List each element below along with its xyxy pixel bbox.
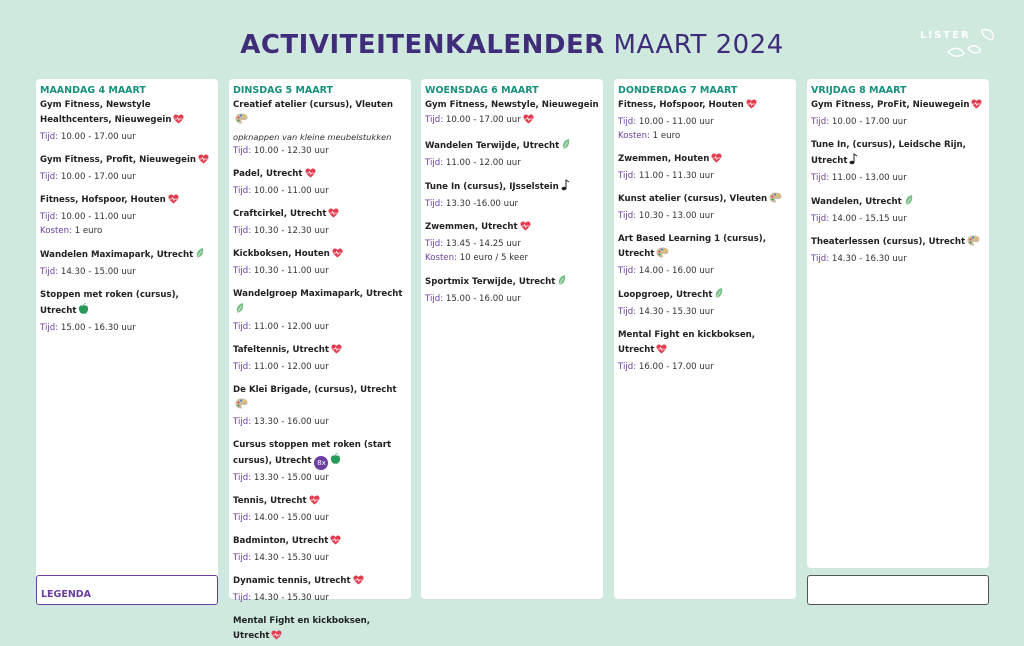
palette-icon bbox=[656, 247, 669, 264]
activity-name: Gym Fitness, ProFit, Nieuwegein bbox=[811, 100, 970, 110]
activity-item bbox=[40, 247, 214, 279]
activity-item bbox=[425, 98, 599, 129]
time-value: 10.00 - 11.00 uur bbox=[60, 212, 136, 222]
activity-name: Wandelen Terwijde, Utrecht bbox=[425, 141, 560, 151]
day-column-monday bbox=[36, 79, 218, 599]
activity-name: Tennis, Utrecht bbox=[233, 496, 307, 506]
time-value: 14.00 - 15.15 uur bbox=[831, 214, 907, 224]
time-value: 10.00 - 11.00 uur bbox=[638, 117, 714, 127]
activity-item bbox=[233, 614, 407, 646]
day-heading: DINSDAG 5 MAART bbox=[233, 85, 334, 96]
day-column-thursday bbox=[614, 79, 796, 599]
cost-value: 1 euro bbox=[74, 226, 103, 236]
time-label: Tijd: bbox=[425, 158, 444, 168]
activity-title bbox=[811, 235, 985, 252]
legend-box bbox=[36, 575, 218, 605]
activity-time bbox=[40, 130, 214, 144]
activity-item bbox=[618, 328, 792, 374]
activity-name: Cursus stoppen met roken (start cursus), Utrecht bbox=[233, 440, 392, 466]
activity-time bbox=[40, 321, 214, 335]
sessions-badge: 8x bbox=[314, 456, 328, 470]
activity-title bbox=[233, 287, 407, 320]
activity-name: Craftcirkel, Utrecht bbox=[233, 209, 327, 219]
time-value: 14.30 - 15.30 uur bbox=[638, 307, 714, 317]
heart-icon bbox=[332, 248, 343, 264]
activity-cost bbox=[40, 224, 214, 238]
activity-item bbox=[233, 534, 407, 565]
activity-item bbox=[425, 138, 599, 170]
title-light: MAART 2024 bbox=[613, 30, 784, 60]
time-label: Tijd: bbox=[425, 239, 444, 249]
time-label: Tijd: bbox=[233, 266, 252, 276]
activity-item bbox=[811, 194, 985, 226]
activity-title bbox=[233, 614, 407, 646]
time-label: Tijd: bbox=[40, 172, 59, 182]
apple-icon bbox=[330, 453, 341, 471]
activity-title bbox=[618, 98, 792, 115]
day-heading: WOENSDAG 6 MAART bbox=[425, 85, 539, 96]
time-label: Tijd: bbox=[40, 323, 59, 333]
activity-item bbox=[233, 574, 407, 605]
activity-time bbox=[233, 184, 407, 198]
day-heading: VRIJDAG 8 MAART bbox=[811, 85, 907, 96]
activity-name: Zwemmen, Houten bbox=[618, 154, 710, 164]
palette-icon bbox=[769, 192, 782, 209]
time-label: Tijd: bbox=[233, 473, 252, 483]
activity-time bbox=[233, 224, 407, 238]
heart-icon bbox=[328, 208, 339, 224]
activity-name: Loopgroep, Utrecht bbox=[618, 290, 713, 300]
activity-time bbox=[425, 292, 599, 306]
activity-title bbox=[40, 247, 214, 265]
lister-logo: LISTER bbox=[920, 30, 971, 41]
activity-name: Kunst atelier (cursus), Vleuten bbox=[618, 194, 768, 204]
activity-title bbox=[233, 534, 407, 551]
time-value: 16.00 - 17.00 uur bbox=[638, 362, 714, 372]
activity-name: Kickboksen, Houten bbox=[233, 249, 330, 259]
logo-leaves-icon bbox=[938, 26, 998, 62]
time-label: Tijd: bbox=[233, 186, 252, 196]
activity-item bbox=[618, 192, 792, 223]
heart-icon bbox=[305, 168, 316, 184]
activity-time bbox=[811, 252, 985, 266]
activity-title bbox=[233, 438, 407, 471]
time-value: 14.30 - 16.30 uur bbox=[831, 254, 907, 264]
time-value: 10.00 - 12.30 uur bbox=[253, 146, 329, 156]
leaf-icon bbox=[561, 138, 571, 156]
activity-item bbox=[40, 288, 214, 335]
activity-item bbox=[233, 343, 407, 374]
leaf-icon bbox=[904, 194, 914, 212]
activity-title bbox=[425, 220, 599, 237]
cost-value: 10 euro / 5 keer bbox=[459, 253, 529, 263]
time-label: Tijd: bbox=[233, 226, 252, 236]
time-value: 15.00 - 16.00 uur bbox=[445, 294, 521, 304]
activity-time bbox=[40, 265, 214, 279]
activity-name: Mental Fight en kickboksen, Utrecht bbox=[618, 330, 756, 355]
time-value: 14.30 - 15.00 uur bbox=[60, 267, 136, 277]
activity-title bbox=[233, 574, 407, 591]
palette-icon bbox=[235, 113, 248, 130]
activity-title bbox=[618, 152, 792, 169]
activity-name: De Klei Brigade, (cursus), Utrecht bbox=[233, 385, 397, 395]
activity-name: Stoppen met roken (cursus), Utrecht bbox=[40, 290, 179, 316]
time-value: 10.00 - 17.00 uur bbox=[445, 115, 521, 125]
activity-time bbox=[40, 170, 214, 184]
activity-name: Sportmix Terwijde, Utrecht bbox=[425, 277, 556, 287]
activity-name: Tune In (cursus), IJsselstein bbox=[425, 182, 559, 192]
time-value: 14.00 - 16.00 uur bbox=[638, 266, 714, 276]
heart-icon bbox=[711, 153, 722, 169]
title-bold: ACTIVITEITENKALENDER bbox=[240, 30, 605, 60]
activity-title bbox=[233, 383, 407, 415]
activity-item bbox=[425, 274, 599, 306]
activity-title bbox=[233, 494, 407, 511]
time-label: Tijd: bbox=[425, 115, 444, 125]
activity-title bbox=[233, 167, 407, 184]
activity-time bbox=[425, 156, 599, 170]
time-label: Tijd: bbox=[618, 266, 637, 276]
activity-time bbox=[618, 209, 792, 223]
heart-icon bbox=[523, 114, 534, 129]
time-label: Tijd: bbox=[233, 146, 252, 156]
activity-title bbox=[618, 328, 792, 360]
activity-name: Tune In, (cursus), Leidsche Rijn, Utrecht bbox=[811, 140, 966, 166]
time-label: Tijd: bbox=[40, 267, 59, 277]
time-value: 14.30 - 15.30 uur bbox=[253, 553, 329, 563]
activity-time bbox=[233, 144, 407, 158]
activity-name: Fitness, Hofspoor, Houten bbox=[618, 100, 744, 110]
activity-item bbox=[233, 287, 407, 334]
activity-cost bbox=[618, 129, 792, 143]
activity-title bbox=[425, 98, 599, 113]
activity-item bbox=[811, 98, 985, 129]
time-value: 11.00 - 12.00 uur bbox=[445, 158, 521, 168]
activity-time bbox=[233, 511, 407, 525]
activity-time bbox=[233, 264, 407, 278]
music-note-icon bbox=[561, 179, 570, 197]
time-value: 13.30 - 16.00 uur bbox=[253, 417, 329, 427]
time-value: 14.00 - 15.00 uur bbox=[253, 513, 329, 523]
leaf-icon bbox=[195, 247, 205, 265]
activity-subtitle: opknappen van kleine meubelstukken bbox=[233, 132, 392, 142]
activity-name: Zwemmen, Utrecht bbox=[425, 222, 518, 232]
activity-cost bbox=[425, 251, 599, 265]
activity-item bbox=[811, 235, 985, 266]
page-title bbox=[0, 30, 1024, 60]
time-value: 13.30 -16.00 uur bbox=[445, 199, 519, 209]
activity-item bbox=[233, 383, 407, 429]
heart-icon bbox=[520, 221, 531, 237]
time-label: Tijd: bbox=[425, 199, 444, 209]
heart-icon bbox=[331, 344, 342, 360]
leaf-icon bbox=[557, 274, 567, 292]
heart-icon bbox=[309, 495, 320, 511]
activity-item bbox=[40, 153, 214, 184]
footer-box bbox=[807, 575, 989, 605]
time-label: Tijd: bbox=[618, 211, 637, 221]
apple-icon bbox=[78, 303, 89, 321]
activity-time bbox=[40, 210, 214, 224]
time-value: 10.00 - 17.00 uur bbox=[60, 132, 136, 142]
activity-name: Badminton, Utrecht bbox=[233, 536, 329, 546]
activity-item bbox=[233, 494, 407, 525]
time-label: Tijd: bbox=[811, 117, 830, 127]
activity-name: Wandelen, Utrecht bbox=[811, 197, 902, 207]
time-value: 11.00 - 13.00 uur bbox=[831, 173, 907, 183]
time-label: Tijd: bbox=[425, 294, 444, 304]
time-label: Tijd: bbox=[233, 417, 252, 427]
day-heading: MAANDAG 4 MAART bbox=[40, 85, 146, 96]
activity-item bbox=[233, 98, 407, 158]
activity-time bbox=[425, 237, 599, 251]
heart-icon bbox=[330, 535, 341, 551]
activity-name: Creatief atelier (cursus), Vleuten bbox=[233, 100, 393, 110]
day-column-friday bbox=[807, 79, 989, 568]
time-value: 10.30 - 13.00 uur bbox=[638, 211, 714, 221]
heart-icon bbox=[353, 575, 364, 591]
music-note-icon bbox=[849, 153, 858, 171]
activity-time bbox=[233, 471, 407, 485]
activity-name: Fitness, Hofspoor, Houten bbox=[40, 195, 166, 205]
activity-name: Gym Fitness, Newstyle Healthcenters, Nieuwegein bbox=[40, 100, 172, 125]
time-value: 14.30 - 15.30 uur bbox=[253, 593, 329, 603]
time-label: Tijd: bbox=[233, 513, 252, 523]
activity-title bbox=[618, 192, 792, 209]
activity-item bbox=[425, 179, 599, 211]
activity-item bbox=[618, 232, 792, 278]
activity-title bbox=[40, 153, 214, 170]
leaf-icon bbox=[235, 302, 245, 320]
legend-title: LEGENDA bbox=[41, 589, 92, 600]
time-value: 15.00 - 16.30 uur bbox=[60, 323, 136, 333]
activity-name: Tafeltennis, Utrecht bbox=[233, 345, 330, 355]
activity-title bbox=[233, 247, 407, 264]
time-label: Tijd: bbox=[233, 553, 252, 563]
heart-icon bbox=[971, 99, 982, 115]
activity-name: Art Based Learning 1 (cursus), Utrecht bbox=[618, 234, 766, 259]
activity-name: Padel, Utrecht bbox=[233, 169, 303, 179]
activity-name: Gym Fitness, Newstyle, Nieuwegein bbox=[425, 100, 599, 110]
activity-item bbox=[811, 138, 985, 185]
activity-title bbox=[40, 288, 214, 321]
time-label: Tijd: bbox=[811, 254, 830, 264]
time-label: Tijd: bbox=[618, 171, 637, 181]
activity-item bbox=[233, 207, 407, 238]
activity-name: Gym Fitness, Profit, Nieuwegein bbox=[40, 155, 197, 165]
activity-time bbox=[425, 197, 599, 211]
activity-title bbox=[618, 232, 792, 264]
activity-item bbox=[233, 167, 407, 198]
activity-title bbox=[40, 193, 214, 210]
activity-time bbox=[811, 212, 985, 226]
time-label: Tijd: bbox=[40, 212, 59, 222]
activity-item bbox=[233, 438, 407, 485]
time-value: 10.30 - 12.30 uur bbox=[253, 226, 329, 236]
activity-item bbox=[425, 220, 599, 265]
palette-icon bbox=[967, 235, 980, 252]
activity-name: Wandelgroep Maximapark, Utrecht bbox=[233, 289, 403, 299]
activity-time bbox=[425, 113, 599, 129]
leaf-icon bbox=[714, 287, 724, 305]
cost-label: Kosten: bbox=[425, 253, 457, 263]
heart-icon bbox=[173, 114, 184, 130]
heart-icon bbox=[198, 154, 209, 170]
activity-time bbox=[618, 360, 792, 374]
activity-item bbox=[233, 247, 407, 278]
time-label: Tijd: bbox=[618, 117, 637, 127]
activity-time bbox=[811, 115, 985, 129]
time-value: 10.00 - 11.00 uur bbox=[253, 186, 329, 196]
time-value: 10.00 - 17.00 uur bbox=[831, 117, 907, 127]
activity-time bbox=[618, 169, 792, 183]
time-label: Tijd: bbox=[618, 307, 637, 317]
activity-name: Mental Fight en kickboksen, Utrecht bbox=[233, 616, 371, 641]
activity-title bbox=[425, 274, 599, 292]
heart-icon bbox=[746, 99, 757, 115]
activity-time bbox=[233, 591, 407, 605]
cost-value: 1 euro bbox=[652, 131, 681, 141]
time-value: 10.00 - 17.00 uur bbox=[60, 172, 136, 182]
activity-title bbox=[40, 98, 214, 130]
activity-title bbox=[425, 179, 599, 197]
time-value: 11.00 - 12.00 uur bbox=[253, 362, 329, 372]
activity-time bbox=[233, 320, 407, 334]
activity-time bbox=[811, 171, 985, 185]
activity-time bbox=[618, 305, 792, 319]
activity-title bbox=[233, 343, 407, 360]
time-value: 13.45 - 14.25 uur bbox=[445, 239, 521, 249]
activity-name: Dynamic tennis, Utrecht bbox=[233, 576, 351, 586]
time-label: Tijd: bbox=[811, 173, 830, 183]
time-label: Tijd: bbox=[40, 132, 59, 142]
day-column-wednesday bbox=[421, 79, 603, 599]
activity-item bbox=[40, 193, 214, 238]
day-column-tuesday bbox=[229, 79, 411, 641]
activity-title bbox=[233, 98, 407, 130]
activity-title bbox=[618, 287, 792, 305]
time-value: 11.00 - 12.00 uur bbox=[253, 322, 329, 332]
activity-title bbox=[425, 138, 599, 156]
activity-title bbox=[811, 98, 985, 115]
activity-time bbox=[233, 360, 407, 374]
activity-time bbox=[233, 551, 407, 565]
activity-title bbox=[811, 138, 985, 171]
time-label: Tijd: bbox=[233, 593, 252, 603]
palette-icon bbox=[235, 398, 248, 415]
time-label: Tijd: bbox=[233, 322, 252, 332]
time-label: Tijd: bbox=[811, 214, 830, 224]
time-value: 10.30 - 11.00 uur bbox=[253, 266, 329, 276]
activity-name: Wandelen Maximapark, Utrecht bbox=[40, 250, 194, 260]
activity-title bbox=[233, 207, 407, 224]
cost-label: Kosten: bbox=[40, 226, 72, 236]
activity-item bbox=[40, 98, 214, 144]
activity-item bbox=[618, 287, 792, 319]
activity-time bbox=[618, 264, 792, 278]
activity-item bbox=[618, 98, 792, 143]
activity-item bbox=[618, 152, 792, 183]
activity-name: Theaterlessen (cursus), Utrecht bbox=[811, 237, 966, 247]
activity-time bbox=[618, 115, 792, 129]
activity-title bbox=[811, 194, 985, 212]
heart-icon bbox=[656, 344, 667, 360]
heart-icon bbox=[168, 194, 179, 210]
time-label: Tijd: bbox=[233, 362, 252, 372]
time-label: Tijd: bbox=[618, 362, 637, 372]
time-value: 11.00 - 11.30 uur bbox=[638, 171, 714, 181]
cost-label: Kosten: bbox=[618, 131, 650, 141]
day-heading: DONDERDAG 7 MAART bbox=[618, 85, 738, 96]
heart-icon bbox=[271, 630, 282, 646]
time-value: 13.30 - 15.00 uur bbox=[253, 473, 329, 483]
activity-time bbox=[233, 415, 407, 429]
